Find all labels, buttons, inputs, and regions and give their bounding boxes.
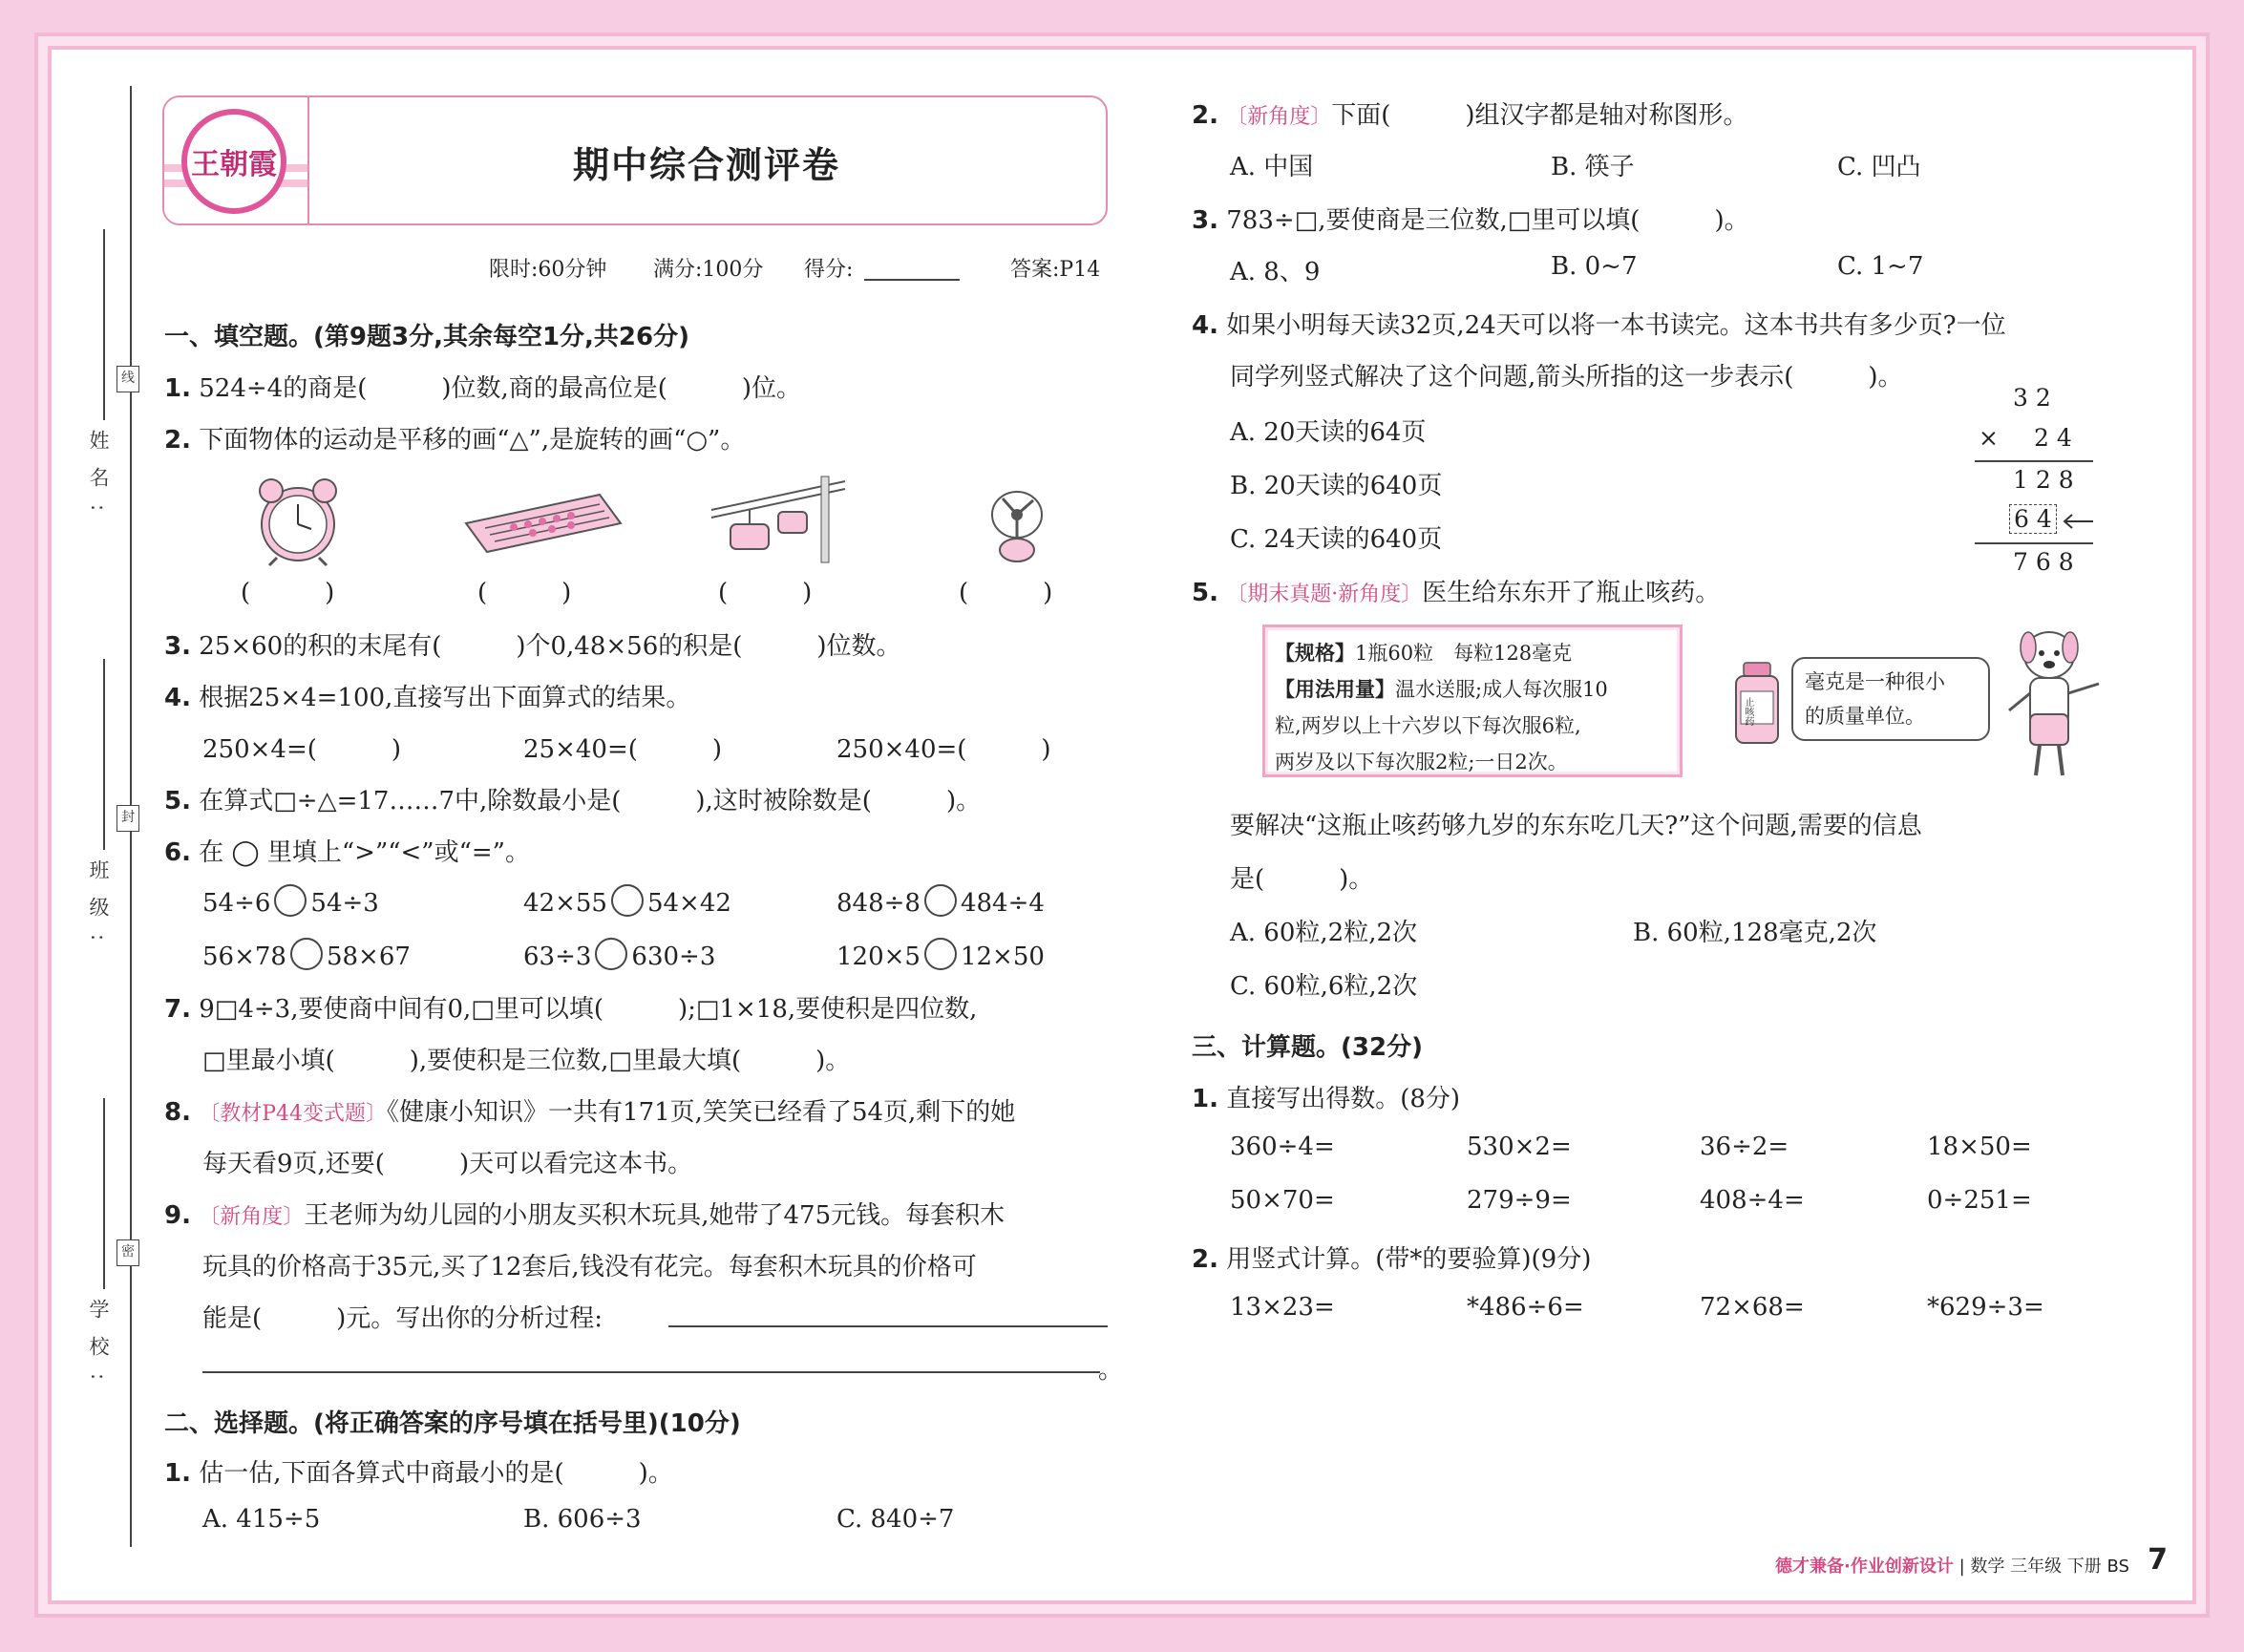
s2-q3-option-b[interactable]: B. 0~7 xyxy=(1551,252,1638,281)
calc-operator: × xyxy=(1979,424,1999,452)
page-title: 期中综合测评卷 xyxy=(572,144,840,186)
q-text: 9□4÷3,要使商中间有0,□里可以填( );□1×18,要使积是四位数, xyxy=(199,995,978,1024)
s1-q5 xyxy=(164,781,981,816)
arrow-left-icon xyxy=(2061,512,2095,531)
q-text: 如果小明每天读32页,24天可以将一本书读完。这本书共有多少页?一位 xyxy=(1226,311,2006,340)
footer-info: | 数学 三年级 下册 BS xyxy=(1958,1557,2129,1577)
s2-q4-option-c[interactable]: C. 24天读的640页 xyxy=(1230,525,1443,554)
compare-circle[interactable] xyxy=(611,884,644,917)
s2-q5-line2: 是( )。 xyxy=(1230,865,1374,894)
spec-label: 【用法用量】 xyxy=(1275,677,1395,701)
q-text: 王老师为幼儿园的小朋友买积木玩具,她带了475元钱。每套积木 xyxy=(304,1201,1006,1230)
q-text: 直接写出得数。(8分) xyxy=(1226,1085,1461,1113)
vertical-calc-1[interactable]: 13×23= xyxy=(1230,1293,1335,1322)
q6-compare-4: 56×78 58×67 xyxy=(202,938,411,971)
q-number: 4. xyxy=(164,684,191,712)
q-number: 3. xyxy=(1192,206,1218,235)
school-label: 学校: xyxy=(87,1299,110,1398)
q-tag: 〔新角度〕 xyxy=(1226,105,1332,129)
spec-text: 两岁及以下每次服2粒;一日2次。 xyxy=(1275,751,1568,773)
compare-circle[interactable] xyxy=(274,884,307,917)
class-label: 班级: xyxy=(87,859,110,959)
time-limit: 限时:60分钟 xyxy=(489,258,607,282)
q-text: 估一估,下面各算式中商最小的是( )。 xyxy=(199,1459,673,1488)
s2-q4-line2: 同学列竖式解决了这个问题,箭头所指的这一步表示( )。 xyxy=(1230,363,1903,392)
q2-blank-3[interactable]: ( ) xyxy=(718,579,813,607)
score-label: 得分: xyxy=(804,258,854,282)
binding-tag-line: 线 xyxy=(116,366,139,392)
s2-q5-option-c[interactable]: C. 60粒,6粒,2次 xyxy=(1230,972,1418,1001)
vertical-calc-3[interactable]: 72×68= xyxy=(1700,1293,1805,1322)
q4-item-1[interactable]: 250×4=( ) xyxy=(202,735,402,764)
section1-heading: 一、填空题。(第9题3分,其余每空1分,共26分) xyxy=(164,323,689,351)
compare-circle[interactable] xyxy=(924,884,957,917)
oral-calc-5[interactable]: 50×70= xyxy=(1230,1186,1335,1215)
s2-q2-option-c[interactable]: C. 凹凸 xyxy=(1837,153,1921,181)
s1-q3 xyxy=(164,626,901,662)
s1-q2 xyxy=(164,420,745,455)
q2-blank-1[interactable]: ( ) xyxy=(241,579,335,607)
footer xyxy=(1775,1553,2129,1578)
s1-q8-line2: 每天看9页,还要( )天可以看完这本书。 xyxy=(202,1150,693,1178)
q-text: 下面物体的运动是平移的画“△”,是旋转的画“○”。 xyxy=(199,426,746,455)
s1-q9-line2: 玩具的价格高于35元,买了12套后,钱没有花完。每套积木玩具的价格可 xyxy=(202,1253,977,1281)
q-number: 1. xyxy=(164,374,191,403)
compare-circle[interactable] xyxy=(924,938,957,970)
score-field[interactable] xyxy=(864,279,960,281)
q-text: 在算式□÷△=17……7中,除数最小是( ),这时被除数是( )。 xyxy=(199,787,982,815)
q-text: 用竖式计算。(带*的要验算)(9分) xyxy=(1226,1245,1592,1274)
logo-panel xyxy=(164,97,309,223)
s1-q7-line2: □里最小填( ),要使积是三位数,□里最大填( )。 xyxy=(202,1047,851,1075)
s2-q3-option-a[interactable]: A. 8、9 xyxy=(1230,258,1321,286)
cartoon-dog-icon xyxy=(1992,619,2116,781)
q6-compare-6: 120×5 12×50 xyxy=(836,938,1045,971)
s2-q5-option-b[interactable]: B. 60粒,128毫克,2次 xyxy=(1633,919,1877,947)
full-score: 满分:100分 xyxy=(653,258,764,282)
compare-circle[interactable] xyxy=(290,938,323,970)
cable-car-icon xyxy=(707,472,850,567)
s2-q1-option-c[interactable]: C. 840÷7 xyxy=(836,1505,955,1534)
binding-tag-dense: 密 xyxy=(116,1239,139,1266)
q-text: 《健康小知识》一共有171页,笑笑已经看了54页,剩下的她 xyxy=(387,1098,1016,1127)
s2-q2 xyxy=(1192,95,1748,131)
analysis-line-1[interactable] xyxy=(668,1325,1108,1327)
s2-q4-option-a[interactable]: A. 20天读的64页 xyxy=(1230,418,1427,447)
spec-text: 粒,两岁以上十六岁以下每次服6粒, xyxy=(1275,714,1581,737)
vertical-calc-4[interactable]: *629÷3= xyxy=(1927,1293,2044,1322)
q6-compare-5: 63÷3 630÷3 xyxy=(523,938,715,971)
alarm-clock-icon xyxy=(250,472,346,567)
footer-series: 德才兼备·作业创新设计 xyxy=(1775,1557,1954,1577)
calc-row2: 2 4 xyxy=(2034,424,2072,452)
q-text: 25×60的积的末尾有( )个0,48×56的积是( )位数。 xyxy=(199,632,901,661)
s2-q2-option-b[interactable]: B. 筷子 xyxy=(1551,153,1635,181)
q6-compare-1: 54÷6 54÷3 xyxy=(202,884,379,918)
q-number: 1. xyxy=(1192,1085,1218,1113)
q-tag: 〔期末真题·新角度〕 xyxy=(1226,582,1423,606)
q2-blank-4[interactable]: ( ) xyxy=(959,579,1053,607)
calc-row1: 3 2 xyxy=(2013,384,2051,412)
q-number: 3. xyxy=(164,632,191,661)
name-label: 姓名: xyxy=(87,430,110,529)
q-text: 医生给东东开了瓶止咳药。 xyxy=(1422,579,1721,607)
spec-text: 温水送服;成人每次服10 xyxy=(1395,678,1608,701)
oral-calc-2[interactable]: 530×2= xyxy=(1467,1133,1572,1161)
binding-tag-seal: 封 xyxy=(116,805,139,832)
abacus-icon xyxy=(456,485,628,561)
oral-calc-8[interactable]: 0÷251= xyxy=(1927,1186,2032,1215)
s2-q4 xyxy=(1192,306,2006,341)
s2-q5-option-a[interactable]: A. 60粒,2粒,2次 xyxy=(1230,919,1418,947)
q-tag: 〔教材P44变式题〕 xyxy=(199,1102,388,1126)
class-field[interactable] xyxy=(103,659,105,850)
s1-q9-line3: 能是( )元。写出你的分析过程: xyxy=(202,1304,603,1333)
oral-calc-3[interactable]: 36÷2= xyxy=(1700,1133,1789,1161)
q2-blank-2[interactable]: ( ) xyxy=(477,579,572,607)
q-number: 2. xyxy=(1192,101,1218,130)
oral-calc-7[interactable]: 408÷4= xyxy=(1700,1186,1805,1215)
s3-q1 xyxy=(1192,1079,1460,1114)
section3-heading: 三、计算题。(32分) xyxy=(1192,1033,1423,1062)
q6-compare-3: 848÷8 484÷4 xyxy=(836,884,1045,918)
q-text: 根据25×4=100,直接写出下面算式的结果。 xyxy=(199,684,691,712)
calc-row4: 6 4 xyxy=(2009,504,2057,534)
calc-row3: 1 2 8 xyxy=(2013,466,2074,494)
compare-circle[interactable] xyxy=(595,938,627,970)
speech-bubble xyxy=(1791,657,1990,741)
logo-text: 王朝霞 xyxy=(191,148,277,181)
q-number: 8. xyxy=(164,1098,191,1127)
q-number: 2. xyxy=(164,426,191,455)
vertical-calc-2[interactable]: *486÷6= xyxy=(1467,1293,1584,1322)
q-text: 783÷□,要使商是三位数,□里可以填( )。 xyxy=(1226,206,1749,235)
calc-rule-2 xyxy=(1975,542,2093,544)
q-number: 2. xyxy=(1192,1245,1218,1274)
medicine-spec-box xyxy=(1262,625,1683,777)
speech-text: 的质量单位。 xyxy=(1805,705,1925,728)
q-text: 524÷4的商是( )位数,商的最高位是( )位。 xyxy=(199,374,802,403)
title-box xyxy=(162,95,1108,225)
calc-row5: 7 6 8 xyxy=(2013,548,2074,576)
page-number: 7 xyxy=(2148,1543,2168,1577)
school-field[interactable] xyxy=(103,1098,105,1289)
oral-calc-4[interactable]: 18×50= xyxy=(1927,1133,2032,1161)
q-number: 9. xyxy=(164,1201,191,1230)
bottle-label: 止咳药 xyxy=(1743,697,1753,726)
s2-q2-option-a[interactable]: A. 中国 xyxy=(1230,153,1314,181)
s2-q3-option-c[interactable]: C. 1~7 xyxy=(1837,252,1924,281)
q-tag: 〔新角度〕 xyxy=(199,1205,305,1229)
brand-logo xyxy=(181,109,286,214)
analysis-end: 。 xyxy=(1098,1356,1124,1385)
section2-heading: 二、选择题。(将正确答案的序号填在括号里)(10分) xyxy=(164,1409,741,1438)
q-number: 6. xyxy=(164,838,191,867)
s2-q1-option-b[interactable]: B. 606÷3 xyxy=(523,1505,642,1534)
spec-text: 1瓶60粒 每粒128毫克 xyxy=(1355,642,1573,665)
s1-q7 xyxy=(164,989,977,1025)
q-number: 5. xyxy=(164,787,191,815)
s2-q5 xyxy=(1192,573,1720,608)
q-number: 7. xyxy=(164,995,191,1024)
oral-calc-1[interactable]: 360÷4= xyxy=(1230,1133,1335,1161)
q-number: 5. xyxy=(1192,579,1218,607)
s1-q4 xyxy=(164,678,690,713)
fan-icon xyxy=(974,472,1060,567)
medicine-bottle-icon xyxy=(1730,659,1784,747)
oral-calc-6[interactable]: 279÷9= xyxy=(1467,1186,1572,1215)
s2-q1 xyxy=(164,1453,673,1489)
s2-q5-line1: 要解决“这瓶止咳药够九岁的东东吃几天?”这个问题,需要的信息 xyxy=(1230,812,1922,840)
s2-q4-option-b[interactable]: B. 20天读的640页 xyxy=(1230,472,1443,500)
q-number: 1. xyxy=(164,1459,191,1488)
q6-compare-2: 42×55 54×42 xyxy=(523,884,731,918)
speech-text: 毫克是一种很小 xyxy=(1805,670,1945,693)
q-text: 下面( )组汉字都是轴对称图形。 xyxy=(1331,101,1748,130)
s1-q9 xyxy=(164,1196,1005,1231)
q-number: 4. xyxy=(1192,311,1218,340)
s2-q3 xyxy=(1192,201,1749,236)
name-field[interactable] xyxy=(103,229,105,420)
calc-rule-1 xyxy=(1975,460,2093,462)
s1-q8 xyxy=(164,1092,1015,1128)
q4-item-3[interactable]: 250×40=( ) xyxy=(836,735,1051,764)
answer-ref: 答案:P14 xyxy=(1010,258,1101,282)
s3-q2 xyxy=(1192,1239,1591,1275)
s1-q6 xyxy=(164,833,530,868)
s2-q1-option-a[interactable]: A. 415÷5 xyxy=(202,1505,321,1534)
analysis-line-2[interactable] xyxy=(202,1371,1100,1373)
q-text: 在 ◯ 里填上“>”“<”或“=”。 xyxy=(199,838,530,867)
s1-q1 xyxy=(164,369,801,404)
q4-item-2[interactable]: 25×40=( ) xyxy=(523,735,723,764)
spec-label: 【规格】 xyxy=(1275,641,1355,665)
